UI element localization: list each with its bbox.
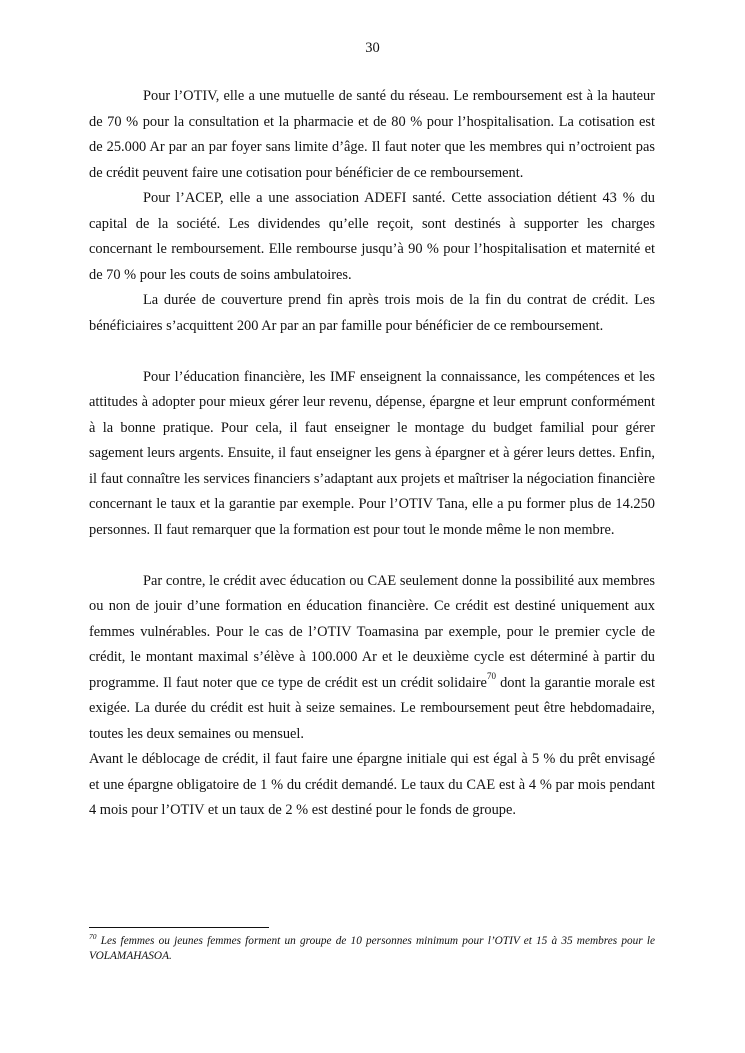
paragraph-credit-cae-continuation: dont la garantie morale est exigée. La durée du crédit est huit à seize semaines. Le remboursement peut être hebdomadaire, toutes les deux semaines ou mensuel. [89,674,655,742]
paragraph-deblocage-credit: Avant le déblocage de crédit, il faut faire une épargne initiale qui est égal à 5 % du prêt envisagé et une épargne obligatoire de 1 % du crédit demandé. Le taux du CAE est à 4 % par mois pendant 4 mois pour l’OTIV et un taux de 2 % est destiné pour le fonds de groupe. [89,751,655,818]
paragraph-gap [89,339,655,365]
footnote-separator [89,927,269,928]
paragraph-education-financiere: Pour l’éducation financière, les IMF enseignent la connaissance, les compétences et les attitudes à adopter pour mieux gérer leur revenu, dépense, épargne et leur emprunt conformément à la bonne pratique. Pour cela, il faut enseigner le montage du budget familial pour gérer sagement leurs argents. Ensuite, il faut enseigner les gens à épargner et à gérer leurs dettes. Enfin, il faut connaître les services financiers s’adaptant aux projets et maîtriser la négociation financière concernant le taux et la garantie par exemple. Pour l’OTIV Tana, elle a pu former plus de 14.250 personnes. Il faut remarquer que la formation est pour tout le monde même le non membre. [89,368,655,538]
paragraph-credit-cae-text: Par contre, le crédit avec éducation ou CAE seulement donne la possibilité aux membres ou non de jouir d’une formation en éducation financière. Ce crédit est destiné uniquement aux femmes vulnérables. Pour le cas de l’OTIV Toamasina par exemple, pour le premier cycle de crédit, le montant maximal s’élève à 100.000 Ar et le deuxième cycle est déterminé à partir du programme. Il faut noter que ce type de crédit est un crédit solidaire [89,572,655,691]
paragraph-credit-cae [89,569,655,748]
footnote-text: Les femmes ou jeunes femmes forment un groupe de 10 personnes minimum pour l’OTIV et 15 à 35 membres pour le VOLAMAHASOA. [89,935,656,962]
footnote [89,934,655,963]
page-number: 30 [365,40,380,56]
paragraph-acep-adefi: Pour l’ACEP, elle a une association ADEFI santé. Cette association détient 43 % du capital de la société. Les dividendes qu’elle reçoit, sont destinés à supporter les charges concernant le remboursement. Elle rembourse jusqu’à 90 % pour l’hospitalisation et maternité et de 70 % pour les couts de soins ambulatoires. [89,190,655,283]
footnote-reference[interactable]: 70 [486,670,496,681]
footnote-number: 70 [89,932,97,941]
paragraph-gap [89,543,655,569]
paragraph-otiv-mutuelle: Pour l’OTIV, elle a une mutuelle de santé du réseau. Le remboursement est à la hauteur de 70 % pour la consultation et la pharmacie et de 80 % pour l’hospitalisation. La cotisation est de 25.000 Ar par an par foyer sans limite d’âge. Il faut noter que les membres qui n’octroient pas de crédit peuvent faire une cotisation pour bénéficier de ce remboursement. [89,88,655,181]
body-text [89,84,655,824]
paragraph-duree-couverture: La durée de couverture prend fin après trois mois de la fin du contrat de crédit. Les bénéficiaires s’acquittent 200 Ar par an par famille pour bénéficier de ce remboursement. [89,292,655,334]
